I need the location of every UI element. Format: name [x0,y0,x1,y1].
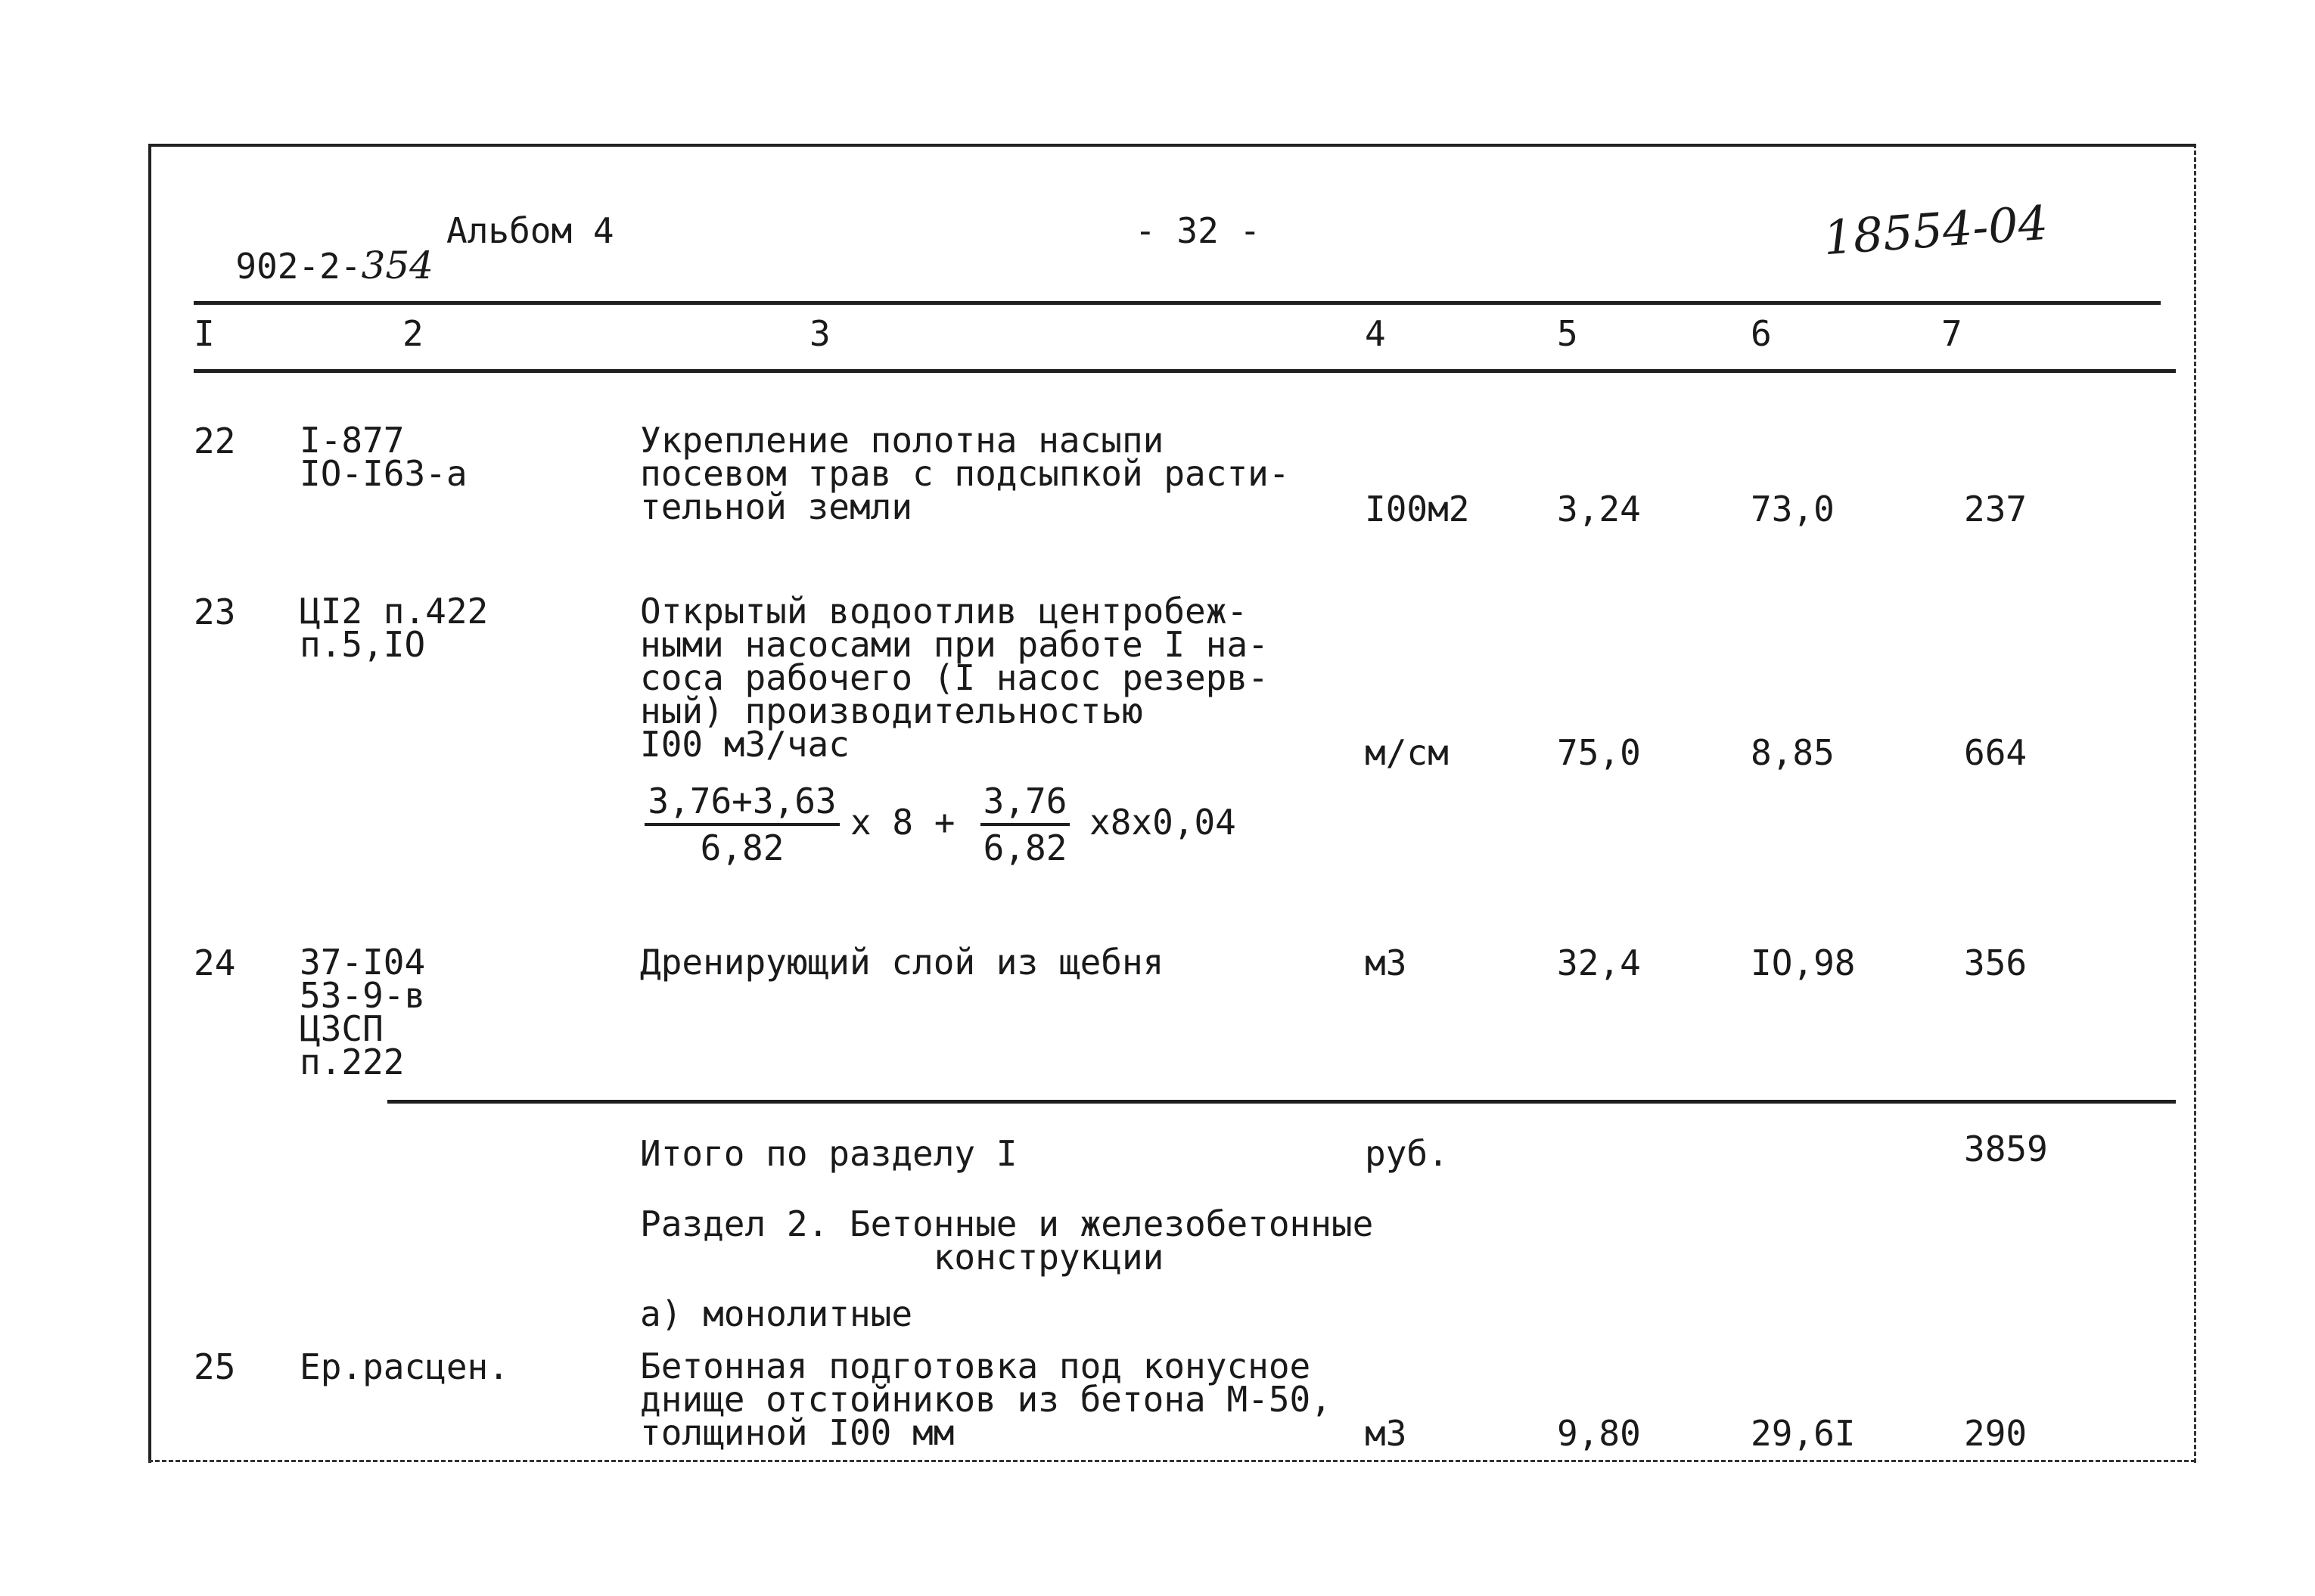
subtotal-rule [387,1100,2176,1104]
page-frame-bottom [148,1460,2195,1462]
row-25-quantity: 9,80 [1557,1413,1641,1454]
row-24-description: Дренирующий слой из щебня [640,942,1164,983]
formula-operator: х 8 + [850,802,956,843]
column-header-2: 2 [402,313,424,354]
row-22-number: 22 [194,421,236,461]
row-23-quantity: 75,0 [1557,732,1641,773]
formula-fraction-1-numerator: 3,76+3,63 [645,784,839,826]
formula-fraction-2 [976,781,1074,868]
row-22-total: 237 [1964,489,2028,529]
formula-fraction-1-denominator: 6,82 [700,827,785,868]
row-23-reference: ЦI2 п.422 п.5,IO [300,591,489,665]
row-24-number: 24 [194,942,236,983]
row-23-total: 664 [1964,732,2028,773]
row-24-unit: м3 [1365,942,1407,983]
section-2-title: Раздел 2. Бетонные и железобетонные конструкции [640,1203,1374,1278]
row-25-total: 290 [1964,1413,2028,1454]
formula-tail: х8х0,04 [1089,802,1236,843]
row-23-unit: м/см [1365,732,1449,773]
row-24-quantity: 32,4 [1557,942,1641,983]
row-23-description: Открытый водоотлив центробеж- ными насосами при работе I на- соса рабочего (I насос резерв- ный) производительностью I00 м3/час [640,591,1269,765]
handwritten-stamp: 18554-04 [1821,194,2050,266]
header-top-rule [194,301,2161,305]
subtotal-label: Итого по разделу I [640,1133,1018,1174]
row-24-price: IO,98 [1751,942,1856,983]
album-label: Альбом 4 [446,210,614,251]
document-code-handwritten: 354 [361,244,433,287]
row-23-number: 23 [194,592,236,632]
header-bottom-rule [194,369,2176,373]
column-header-3: 3 [809,313,831,354]
column-header-7: 7 [1941,313,1962,354]
column-header-5: 5 [1557,313,1578,354]
row-22-unit: I00м2 [1365,489,1470,529]
column-header-1: I [194,313,215,354]
row-25-description: Бетонная подготовка под конусное днище отстойников из бетона М-50, толщиной I00 мм [640,1346,1332,1453]
row-22-reference: I-877 IO-I63-а [300,420,468,494]
row-22-price: 73,0 [1751,489,1835,529]
column-header-6: 6 [1751,313,1772,354]
row-24-total: 356 [1964,942,2028,983]
subtotal-total: 3859 [1964,1129,2048,1169]
section-2-subtitle: а) монолитные [640,1293,913,1334]
subtotal-unit: руб. [1365,1133,1449,1174]
document-code-prefix: 902-2- [235,246,362,287]
row-25-number: 25 [194,1346,236,1387]
row-22-description: Укрепление полотна насыпи посевом трав с подсыпкой расти- тельной земли [640,420,1290,527]
document-code [194,213,433,287]
row-24-reference: 37-I04 53-9-в Ц3СП п.222 [300,942,426,1082]
row-23-price: 8,85 [1751,732,1835,773]
row-25-reference: Ер.расцен. [300,1346,509,1387]
column-header-4: 4 [1365,313,1386,354]
formula-fraction-2-denominator: 6,82 [983,827,1067,868]
formula-fraction-1 [640,781,844,868]
row-22-quantity: 3,24 [1557,489,1641,529]
page-number: - 32 - [1135,210,1261,251]
row-25-unit: м3 [1365,1413,1407,1454]
formula-fraction-2-numerator: 3,76 [980,784,1070,826]
row-25-price: 29,6I [1751,1413,1856,1454]
